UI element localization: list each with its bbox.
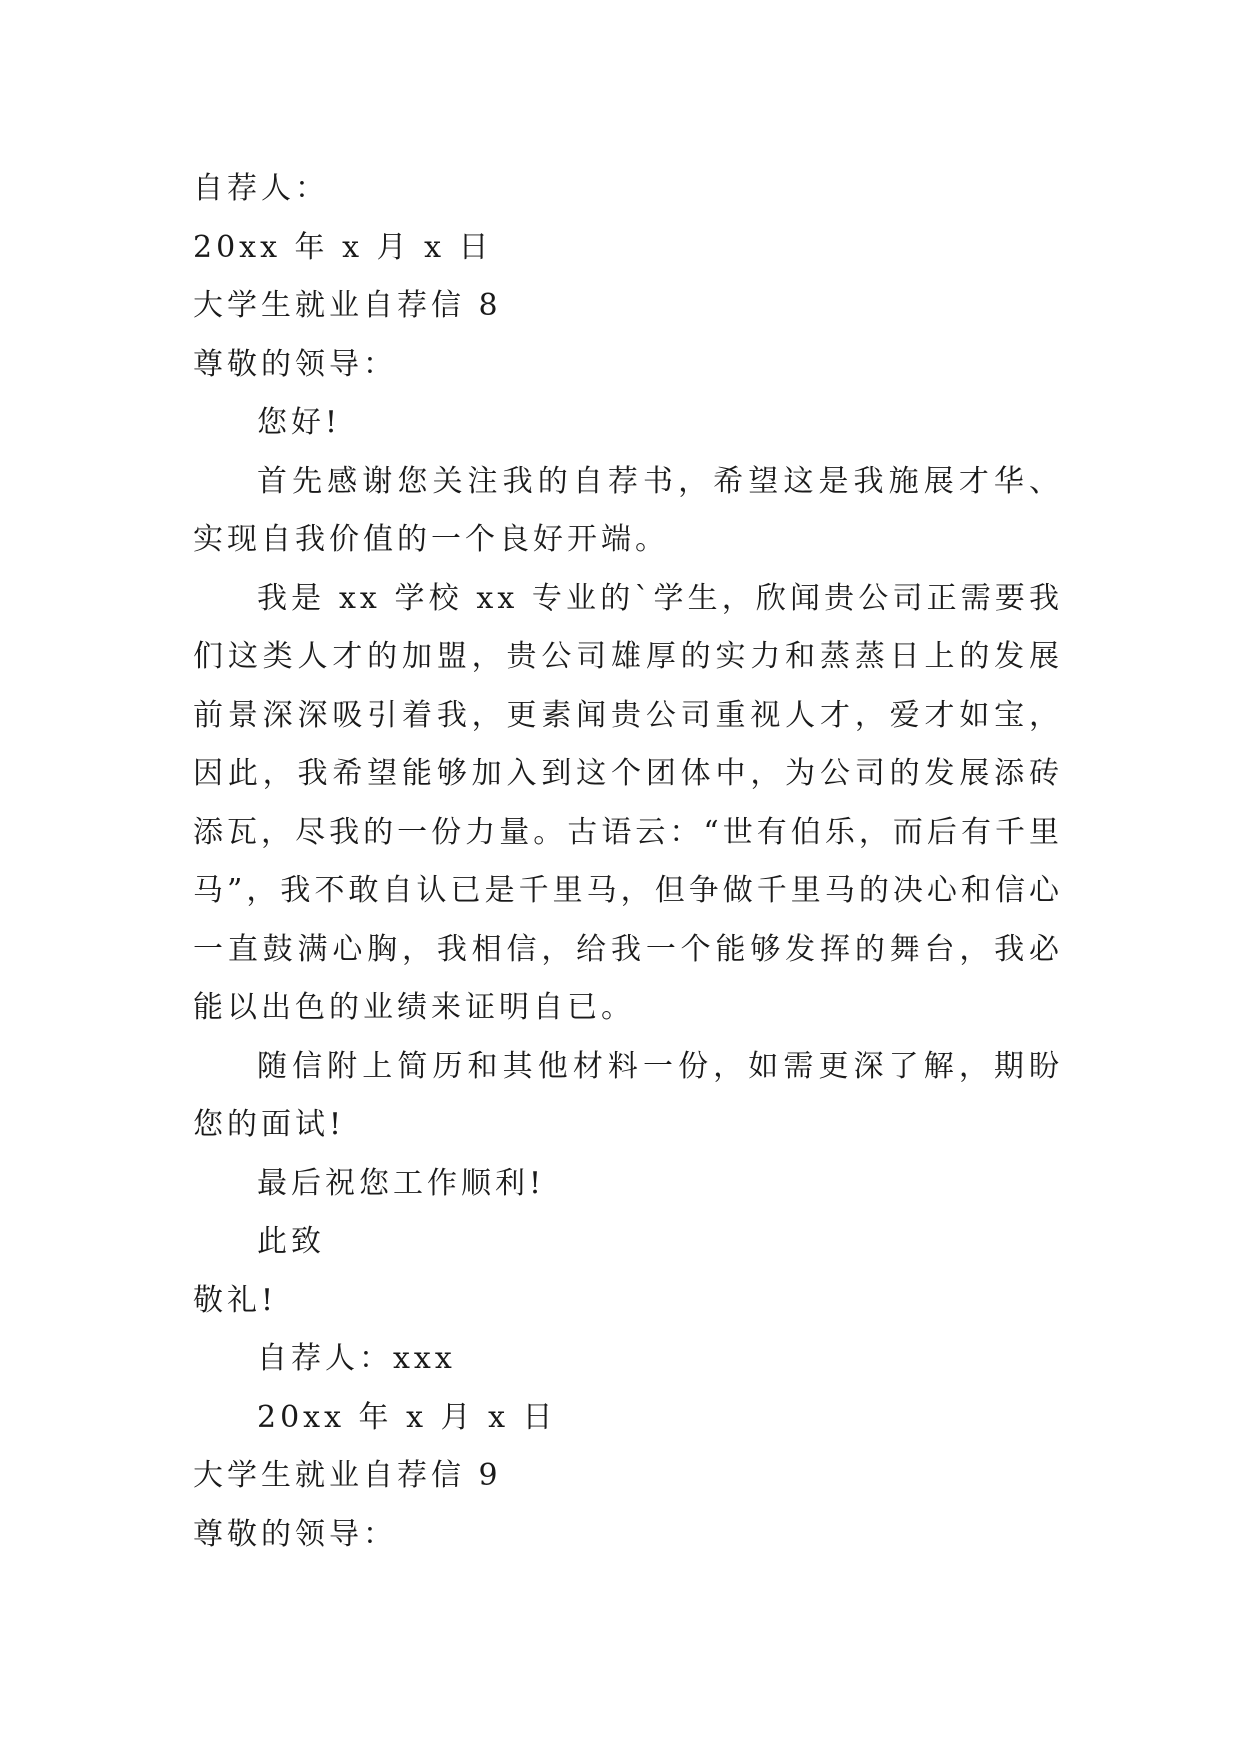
greeting: 您好! bbox=[257, 405, 342, 440]
salutation: 尊敬的领导： bbox=[193, 1516, 397, 1552]
signature: 自荐人：xxx bbox=[257, 1341, 456, 1376]
signature-date: 20xx 年 x 月 x 日 bbox=[257, 1399, 557, 1435]
closing-salute: 敬礼! bbox=[193, 1282, 278, 1318]
closing-phrase: 此致 bbox=[257, 1224, 325, 1259]
body-paragraph: 我是 xx 学校 xx 专业的`学生，欣闻贵公司正需要我们这类人才的加盟，贵公司雄厚的实力和蒸蒸日上的发展前景深深吸引着我，更素闻贵公司重视人才，爱才如宝，因此，我希望能够加入到这个团体中，为公司的发展添砖添瓦，尽我的一份力量。古语云：“世有伯乐，而后有千里马”，我不敢自认已是千里马，但争做千里马的决心和信心一直鼓满心胸，我相信，给我一个能够发挥的舞台，我必能以出色的业绩来证明自已。 bbox=[193, 580, 1063, 1025]
signature-date: 20xx 年 x 月 x 日 bbox=[193, 229, 493, 265]
salutation: 尊敬的领导： bbox=[193, 346, 397, 382]
body-paragraph: 首先感谢您关注我的自荐书，希望这是我施展才华、实现自我价值的一个良好开端。 bbox=[193, 463, 1063, 557]
document-content bbox=[193, 160, 1063, 1564]
body-paragraph: 随信附上简历和其他材料一份，如需更深了解，期盼您的面试! bbox=[193, 1048, 1063, 1142]
signature-label: 自荐人： bbox=[193, 171, 329, 206]
closing-wish: 最后祝您工作顺利! bbox=[257, 1165, 546, 1201]
letter-title: 大学生就业自荐信 8 bbox=[193, 288, 502, 323]
letter-title: 大学生就业自荐信 9 bbox=[193, 1458, 502, 1493]
